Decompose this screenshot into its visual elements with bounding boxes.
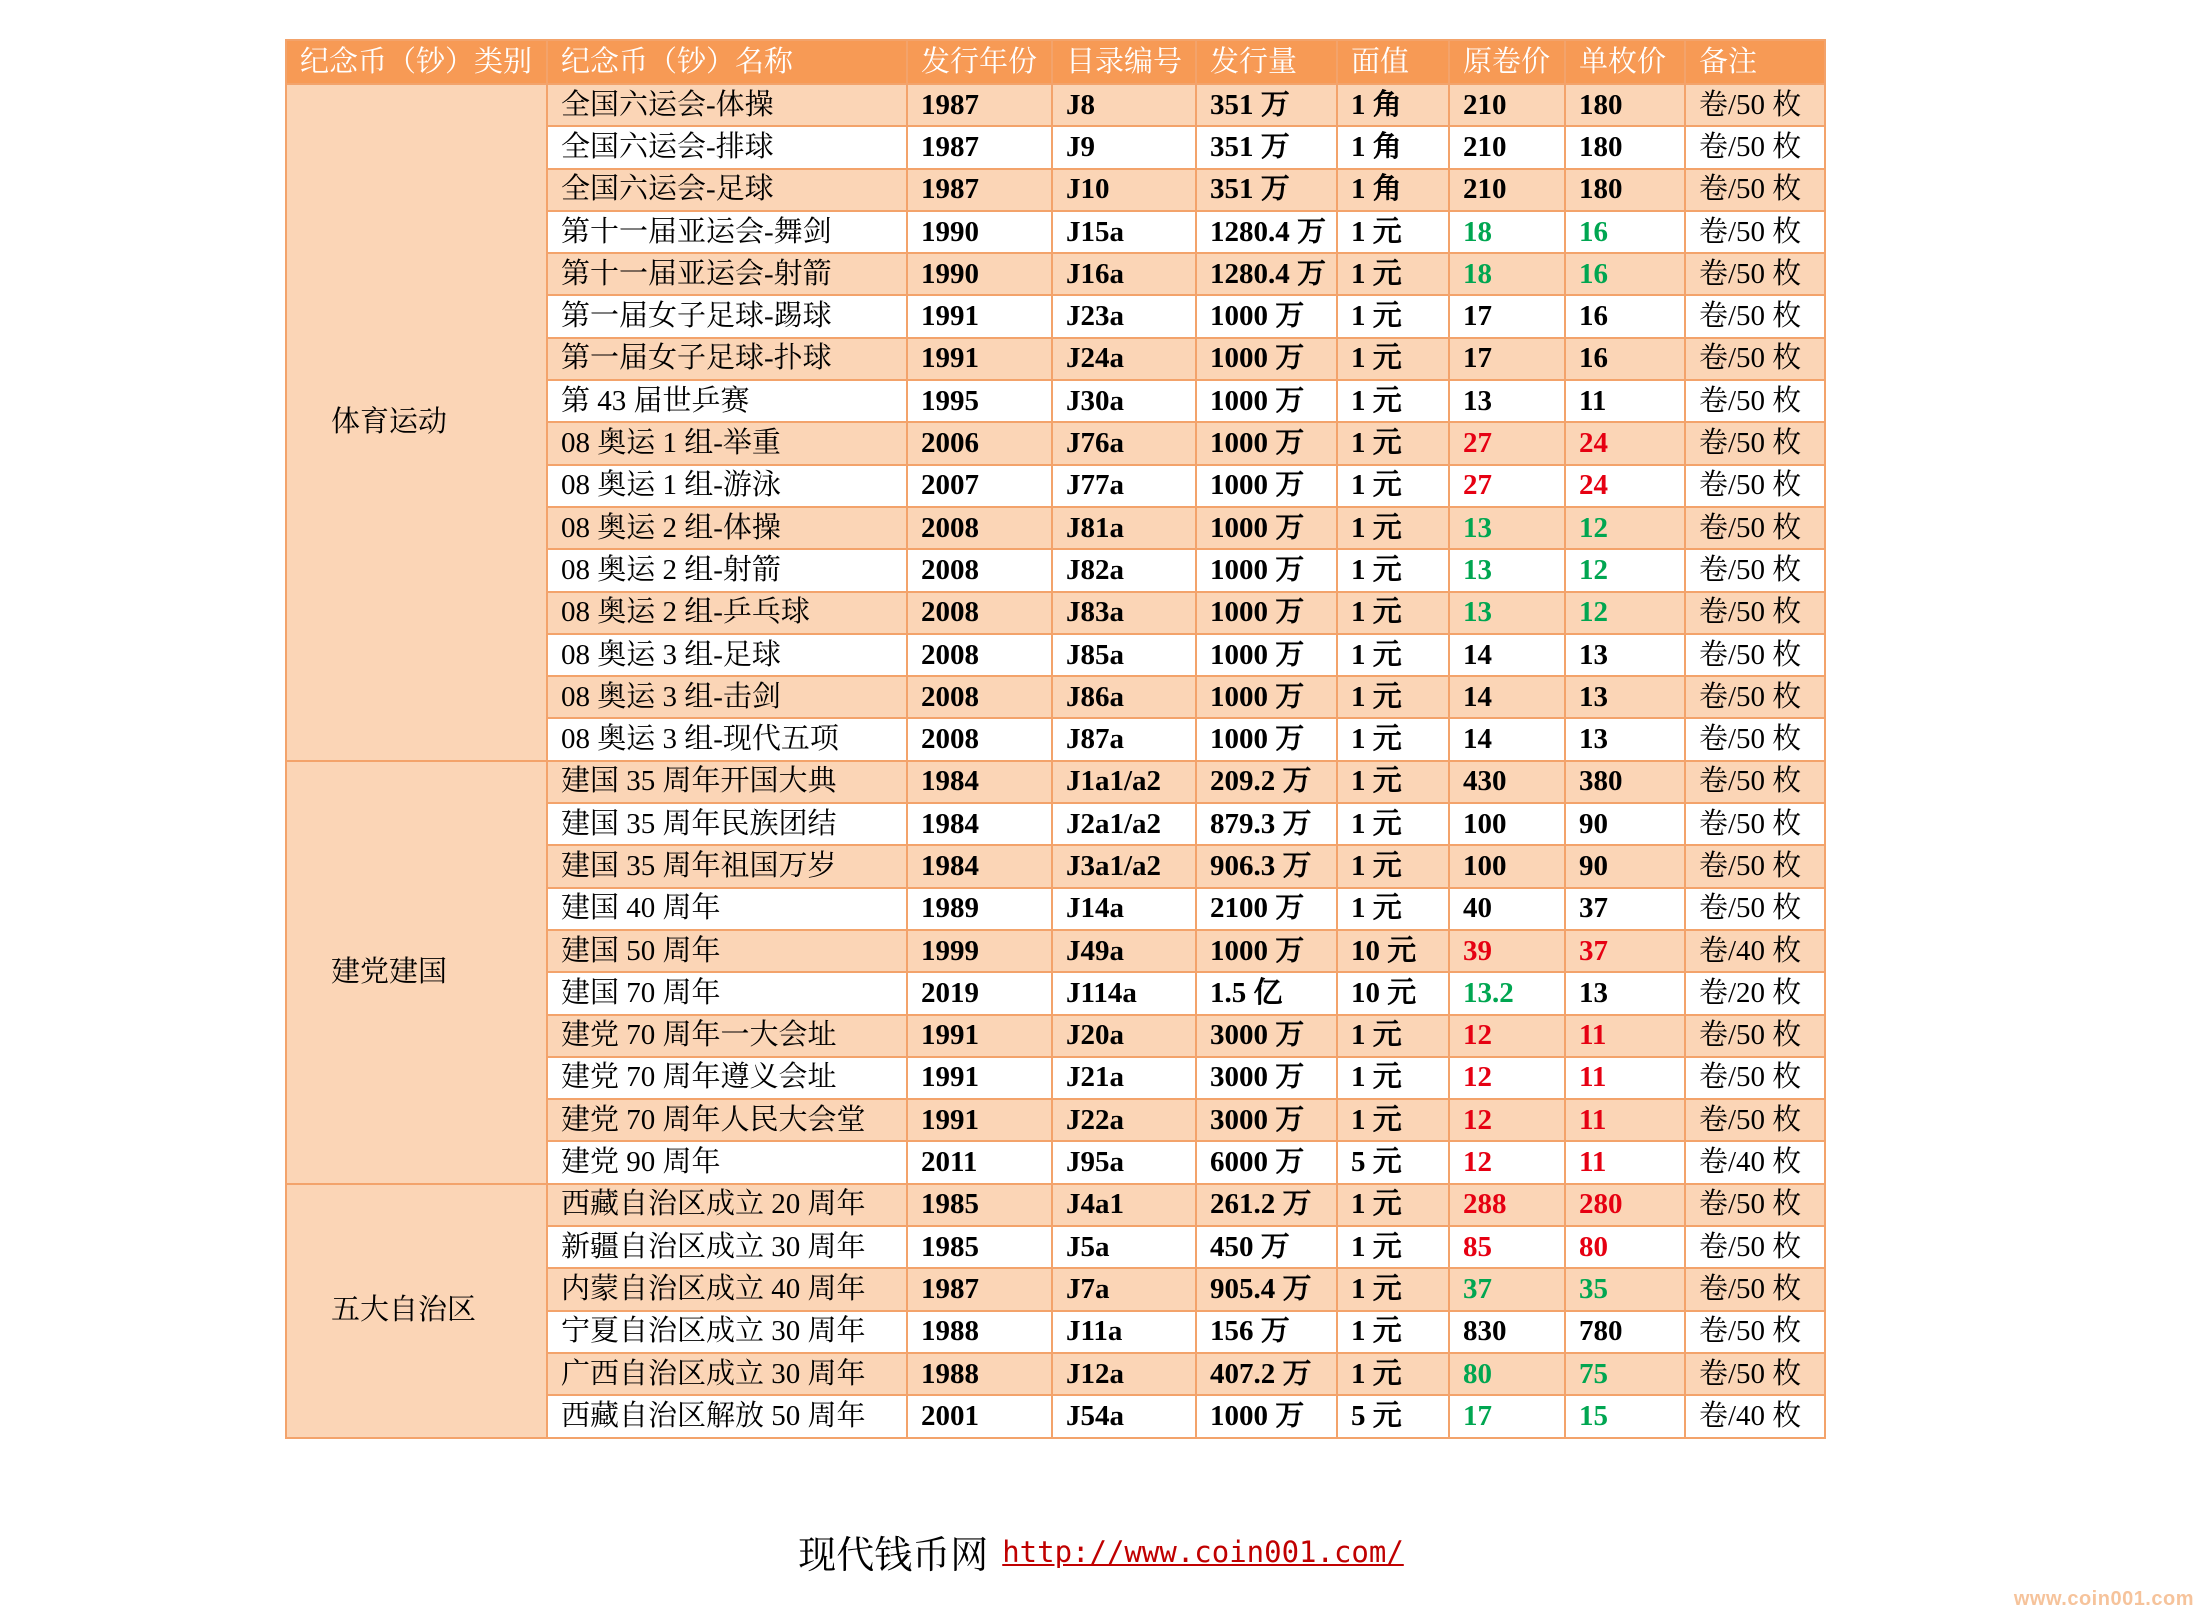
- coin-name-cell: 建党 90 周年: [547, 1141, 907, 1183]
- face-value-cell: 1 元: [1337, 1226, 1449, 1268]
- single-price-cell: 11: [1565, 1057, 1685, 1099]
- note-cell: 卷/50 枚: [1685, 1311, 1825, 1353]
- issue-year-cell: 1999: [907, 930, 1052, 972]
- catalog-code-cell: J54a: [1052, 1395, 1196, 1437]
- issue-year-cell: 1995: [907, 380, 1052, 422]
- face-value-cell: 1 元: [1337, 253, 1449, 295]
- coin-name-cell: 全国六运会-体操: [547, 84, 907, 126]
- issue-quantity-cell: 261.2 万: [1196, 1184, 1337, 1226]
- issue-year-cell: 1987: [907, 169, 1052, 211]
- roll-price-cell: 13: [1449, 507, 1565, 549]
- face-value-cell: 1 元: [1337, 803, 1449, 845]
- catalog-code-cell: J3a1/a2: [1052, 845, 1196, 887]
- roll-price-cell: 830: [1449, 1311, 1565, 1353]
- issue-quantity-cell: 1000 万: [1196, 422, 1337, 464]
- single-price-cell: 380: [1565, 761, 1685, 803]
- single-price-cell: 180: [1565, 126, 1685, 168]
- issue-year-cell: 1985: [907, 1226, 1052, 1268]
- catalog-code-cell: J82a: [1052, 549, 1196, 591]
- note-cell: 卷/50 枚: [1685, 84, 1825, 126]
- single-price-cell: 780: [1565, 1311, 1685, 1353]
- face-value-cell: 1 元: [1337, 1057, 1449, 1099]
- note-cell: 卷/50 枚: [1685, 465, 1825, 507]
- issue-quantity-cell: 1000 万: [1196, 930, 1337, 972]
- face-value-cell: 1 元: [1337, 1353, 1449, 1395]
- roll-price-cell: 14: [1449, 718, 1565, 760]
- face-value-cell: 1 元: [1337, 1311, 1449, 1353]
- coin-name-cell: 内蒙自治区成立 40 周年: [547, 1268, 907, 1310]
- catalog-code-cell: J5a: [1052, 1226, 1196, 1268]
- footer: [0, 1524, 2202, 1579]
- single-price-cell: 280: [1565, 1184, 1685, 1226]
- issue-year-cell: 2001: [907, 1395, 1052, 1437]
- single-price-cell: 80: [1565, 1226, 1685, 1268]
- note-cell: 卷/50 枚: [1685, 380, 1825, 422]
- roll-price-cell: 40: [1449, 888, 1565, 930]
- face-value-cell: 1 元: [1337, 380, 1449, 422]
- coin-name-cell: 宁夏自治区成立 30 周年: [547, 1311, 907, 1353]
- face-value-cell: 5 元: [1337, 1395, 1449, 1437]
- issue-quantity-cell: 3000 万: [1196, 1057, 1337, 1099]
- note-cell: 卷/50 枚: [1685, 1099, 1825, 1141]
- issue-quantity-cell: 450 万: [1196, 1226, 1337, 1268]
- face-value-cell: 1 元: [1337, 1268, 1449, 1310]
- single-price-cell: 24: [1565, 465, 1685, 507]
- issue-year-cell: 1984: [907, 761, 1052, 803]
- issue-quantity-cell: 1000 万: [1196, 718, 1337, 760]
- issue-quantity-cell: 1000 万: [1196, 338, 1337, 380]
- roll-price-cell: 12: [1449, 1015, 1565, 1057]
- single-price-cell: 11: [1565, 380, 1685, 422]
- face-value-cell: 1 元: [1337, 295, 1449, 337]
- header-roll-price: 原卷价: [1449, 40, 1565, 84]
- header-face-value: 面值: [1337, 40, 1449, 84]
- issue-quantity-cell: 1000 万: [1196, 592, 1337, 634]
- header-row: [286, 40, 1825, 84]
- issue-year-cell: 2008: [907, 507, 1052, 549]
- roll-price-cell: 210: [1449, 84, 1565, 126]
- issue-year-cell: 2008: [907, 634, 1052, 676]
- note-cell: 卷/50 枚: [1685, 1057, 1825, 1099]
- catalog-code-cell: J20a: [1052, 1015, 1196, 1057]
- coin-name-cell: 第十一届亚运会-舞剑: [547, 211, 907, 253]
- issue-quantity-cell: 1000 万: [1196, 676, 1337, 718]
- issue-quantity-cell: 3000 万: [1196, 1015, 1337, 1057]
- issue-quantity-cell: 1280.4 万: [1196, 211, 1337, 253]
- coin-name-cell: 建国 70 周年: [547, 972, 907, 1014]
- single-price-cell: 11: [1565, 1099, 1685, 1141]
- roll-price-cell: 12: [1449, 1141, 1565, 1183]
- issue-quantity-cell: 1000 万: [1196, 1395, 1337, 1437]
- catalog-code-cell: J77a: [1052, 465, 1196, 507]
- coin-name-cell: 建党 70 周年一大会址: [547, 1015, 907, 1057]
- coin-name-cell: 第 43 届世乒赛: [547, 380, 907, 422]
- issue-quantity-cell: 6000 万: [1196, 1141, 1337, 1183]
- note-cell: 卷/50 枚: [1685, 888, 1825, 930]
- face-value-cell: 5 元: [1337, 1141, 1449, 1183]
- header-name: 纪念币（钞）名称: [547, 40, 907, 84]
- issue-year-cell: 2008: [907, 592, 1052, 634]
- header-catalog-code: 目录编号: [1052, 40, 1196, 84]
- roll-price-cell: 12: [1449, 1099, 1565, 1141]
- single-price-cell: 16: [1565, 295, 1685, 337]
- coin-name-cell: 08 奥运 1 组-游泳: [547, 465, 907, 507]
- note-cell: 卷/50 枚: [1685, 211, 1825, 253]
- note-cell: 卷/50 枚: [1685, 1184, 1825, 1226]
- roll-price-cell: 27: [1449, 465, 1565, 507]
- coin-name-cell: 建国 50 周年: [547, 930, 907, 972]
- face-value-cell: 1 元: [1337, 507, 1449, 549]
- issue-quantity-cell: 2100 万: [1196, 888, 1337, 930]
- header-quantity: 发行量: [1196, 40, 1337, 84]
- catalog-code-cell: J23a: [1052, 295, 1196, 337]
- issue-year-cell: 2007: [907, 465, 1052, 507]
- catalog-code-cell: J30a: [1052, 380, 1196, 422]
- single-price-cell: 13: [1565, 634, 1685, 676]
- roll-price-cell: 18: [1449, 211, 1565, 253]
- note-cell: 卷/50 枚: [1685, 761, 1825, 803]
- roll-price-cell: 288: [1449, 1184, 1565, 1226]
- coin-name-cell: 08 奥运 2 组-体操: [547, 507, 907, 549]
- catalog-code-cell: J1a1/a2: [1052, 761, 1196, 803]
- face-value-cell: 10 元: [1337, 972, 1449, 1014]
- note-cell: 卷/50 枚: [1685, 549, 1825, 591]
- coin-name-cell: 建党 70 周年人民大会堂: [547, 1099, 907, 1141]
- issue-year-cell: 1991: [907, 1057, 1052, 1099]
- coin-name-cell: 08 奥运 3 组-现代五项: [547, 718, 907, 760]
- note-cell: 卷/40 枚: [1685, 1395, 1825, 1437]
- face-value-cell: 1 角: [1337, 84, 1449, 126]
- single-price-cell: 180: [1565, 84, 1685, 126]
- catalog-code-cell: J85a: [1052, 634, 1196, 676]
- single-price-cell: 15: [1565, 1395, 1685, 1437]
- table-body: [286, 84, 1825, 1438]
- single-price-cell: 35: [1565, 1268, 1685, 1310]
- issue-year-cell: 1988: [907, 1353, 1052, 1395]
- roll-price-cell: 17: [1449, 295, 1565, 337]
- category-cell: 五大自治区: [286, 1184, 547, 1438]
- coin-name-cell: 建国 40 周年: [547, 888, 907, 930]
- roll-price-cell: 210: [1449, 169, 1565, 211]
- roll-price-cell: 14: [1449, 634, 1565, 676]
- single-price-cell: 11: [1565, 1015, 1685, 1057]
- coin-name-cell: 第一届女子足球-扑球: [547, 338, 907, 380]
- single-price-cell: 16: [1565, 253, 1685, 295]
- issue-year-cell: 1991: [907, 1015, 1052, 1057]
- note-cell: 卷/50 枚: [1685, 1353, 1825, 1395]
- face-value-cell: 1 元: [1337, 1015, 1449, 1057]
- issue-year-cell: 1985: [907, 1184, 1052, 1226]
- single-price-cell: 12: [1565, 592, 1685, 634]
- note-cell: 卷/50 枚: [1685, 1015, 1825, 1057]
- catalog-code-cell: J86a: [1052, 676, 1196, 718]
- single-price-cell: 16: [1565, 211, 1685, 253]
- single-price-cell: 37: [1565, 888, 1685, 930]
- face-value-cell: 1 元: [1337, 634, 1449, 676]
- catalog-code-cell: J49a: [1052, 930, 1196, 972]
- roll-price-cell: 13: [1449, 592, 1565, 634]
- issue-quantity-cell: 156 万: [1196, 1311, 1337, 1353]
- header-note: 备注: [1685, 40, 1825, 84]
- roll-price-cell: 13: [1449, 380, 1565, 422]
- catalog-code-cell: J87a: [1052, 718, 1196, 760]
- issue-quantity-cell: 1000 万: [1196, 380, 1337, 422]
- face-value-cell: 1 角: [1337, 169, 1449, 211]
- note-cell: 卷/50 枚: [1685, 718, 1825, 760]
- coin-name-cell: 第一届女子足球-踢球: [547, 295, 907, 337]
- issue-year-cell: 1987: [907, 126, 1052, 168]
- face-value-cell: 1 元: [1337, 845, 1449, 887]
- issue-year-cell: 1984: [907, 845, 1052, 887]
- header-year: 发行年份: [907, 40, 1052, 84]
- single-price-cell: 12: [1565, 507, 1685, 549]
- issue-year-cell: 1991: [907, 338, 1052, 380]
- coin-name-cell: 第十一届亚运会-射箭: [547, 253, 907, 295]
- catalog-code-cell: J76a: [1052, 422, 1196, 464]
- category-cell: 建党建国: [286, 761, 547, 1184]
- roll-price-cell: 12: [1449, 1057, 1565, 1099]
- catalog-code-cell: J11a: [1052, 1311, 1196, 1353]
- note-cell: 卷/50 枚: [1685, 295, 1825, 337]
- coin-name-cell: 建国 35 周年祖国万岁: [547, 845, 907, 887]
- issue-year-cell: 1988: [907, 1311, 1052, 1353]
- issue-year-cell: 1989: [907, 888, 1052, 930]
- roll-price-cell: 13.2: [1449, 972, 1565, 1014]
- issue-quantity-cell: 906.3 万: [1196, 845, 1337, 887]
- coin-name-cell: 西藏自治区解放 50 周年: [547, 1395, 907, 1437]
- roll-price-cell: 39: [1449, 930, 1565, 972]
- face-value-cell: 1 元: [1337, 465, 1449, 507]
- coin-name-cell: 建党 70 周年遵义会址: [547, 1057, 907, 1099]
- note-cell: 卷/50 枚: [1685, 169, 1825, 211]
- catalog-code-cell: J81a: [1052, 507, 1196, 549]
- note-cell: 卷/50 枚: [1685, 676, 1825, 718]
- issue-year-cell: 1991: [907, 295, 1052, 337]
- note-cell: 卷/50 枚: [1685, 126, 1825, 168]
- face-value-cell: 1 元: [1337, 1184, 1449, 1226]
- issue-quantity-cell: 1000 万: [1196, 507, 1337, 549]
- issue-quantity-cell: 905.4 万: [1196, 1268, 1337, 1310]
- coin-name-cell: 新疆自治区成立 30 周年: [547, 1226, 907, 1268]
- catalog-code-cell: J24a: [1052, 338, 1196, 380]
- catalog-code-cell: J95a: [1052, 1141, 1196, 1183]
- roll-price-cell: 18: [1449, 253, 1565, 295]
- coin-name-cell: 08 奥运 2 组-乒乓球: [547, 592, 907, 634]
- single-price-cell: 90: [1565, 803, 1685, 845]
- roll-price-cell: 100: [1449, 845, 1565, 887]
- header-single-price: 单枚价: [1565, 40, 1685, 84]
- issue-year-cell: 1990: [907, 211, 1052, 253]
- face-value-cell: 1 元: [1337, 761, 1449, 803]
- issue-quantity-cell: 1.5 亿: [1196, 972, 1337, 1014]
- note-cell: 卷/50 枚: [1685, 845, 1825, 887]
- face-value-cell: 1 元: [1337, 211, 1449, 253]
- single-price-cell: 16: [1565, 338, 1685, 380]
- issue-year-cell: 1987: [907, 1268, 1052, 1310]
- roll-price-cell: 27: [1449, 422, 1565, 464]
- note-cell: 卷/50 枚: [1685, 422, 1825, 464]
- roll-price-cell: 14: [1449, 676, 1565, 718]
- note-cell: 卷/50 枚: [1685, 253, 1825, 295]
- catalog-code-cell: J10: [1052, 169, 1196, 211]
- category-cell: 体育运动: [286, 84, 547, 761]
- note-cell: 卷/50 枚: [1685, 803, 1825, 845]
- issue-year-cell: 1987: [907, 84, 1052, 126]
- issue-year-cell: 2008: [907, 718, 1052, 760]
- catalog-code-cell: J8: [1052, 84, 1196, 126]
- issue-quantity-cell: 879.3 万: [1196, 803, 1337, 845]
- coin-name-cell: 08 奥运 2 组-射箭: [547, 549, 907, 591]
- note-cell: 卷/20 枚: [1685, 972, 1825, 1014]
- issue-year-cell: 1984: [907, 803, 1052, 845]
- catalog-code-cell: J16a: [1052, 253, 1196, 295]
- issue-year-cell: 2011: [907, 1141, 1052, 1183]
- issue-quantity-cell: 1000 万: [1196, 465, 1337, 507]
- catalog-code-cell: J12a: [1052, 1353, 1196, 1395]
- roll-price-cell: 37: [1449, 1268, 1565, 1310]
- face-value-cell: 1 元: [1337, 549, 1449, 591]
- coin-name-cell: 全国六运会-排球: [547, 126, 907, 168]
- roll-price-cell: 85: [1449, 1226, 1565, 1268]
- catalog-code-cell: J4a1: [1052, 1184, 1196, 1226]
- issue-year-cell: 2006: [907, 422, 1052, 464]
- coin-name-cell: 西藏自治区成立 20 周年: [547, 1184, 907, 1226]
- catalog-code-cell: J9: [1052, 126, 1196, 168]
- note-cell: 卷/50 枚: [1685, 1226, 1825, 1268]
- face-value-cell: 1 元: [1337, 676, 1449, 718]
- table-row: [286, 1184, 1825, 1226]
- face-value-cell: 10 元: [1337, 930, 1449, 972]
- face-value-cell: 1 元: [1337, 718, 1449, 760]
- note-cell: 卷/40 枚: [1685, 930, 1825, 972]
- catalog-code-cell: J21a: [1052, 1057, 1196, 1099]
- table-row: [286, 761, 1825, 803]
- catalog-code-cell: J2a1/a2: [1052, 803, 1196, 845]
- single-price-cell: 24: [1565, 422, 1685, 464]
- single-price-cell: 12: [1565, 549, 1685, 591]
- single-price-cell: 180: [1565, 169, 1685, 211]
- catalog-code-cell: J83a: [1052, 592, 1196, 634]
- coin-name-cell: 08 奥运 3 组-击剑: [547, 676, 907, 718]
- issue-year-cell: 2019: [907, 972, 1052, 1014]
- issue-year-cell: 2008: [907, 676, 1052, 718]
- single-price-cell: 11: [1565, 1141, 1685, 1183]
- coin-name-cell: 广西自治区成立 30 周年: [547, 1353, 907, 1395]
- single-price-cell: 75: [1565, 1353, 1685, 1395]
- catalog-code-cell: J15a: [1052, 211, 1196, 253]
- note-cell: 卷/50 枚: [1685, 1268, 1825, 1310]
- note-cell: 卷/50 枚: [1685, 634, 1825, 676]
- roll-price-cell: 430: [1449, 761, 1565, 803]
- coin-price-table: [285, 39, 1826, 1439]
- note-cell: 卷/50 枚: [1685, 338, 1825, 380]
- footer-site-name: 现代钱币网: [798, 1533, 989, 1577]
- face-value-cell: 1 元: [1337, 1099, 1449, 1141]
- issue-quantity-cell: 351 万: [1196, 169, 1337, 211]
- roll-price-cell: 100: [1449, 803, 1565, 845]
- issue-quantity-cell: 3000 万: [1196, 1099, 1337, 1141]
- issue-year-cell: 1991: [907, 1099, 1052, 1141]
- issue-quantity-cell: 407.2 万: [1196, 1353, 1337, 1395]
- roll-price-cell: 17: [1449, 338, 1565, 380]
- single-price-cell: 13: [1565, 972, 1685, 1014]
- catalog-code-cell: J14a: [1052, 888, 1196, 930]
- watermark-logo: www.coin001.com: [2013, 1588, 2194, 1610]
- face-value-cell: 1 元: [1337, 592, 1449, 634]
- issue-quantity-cell: 351 万: [1196, 126, 1337, 168]
- note-cell: 卷/50 枚: [1685, 507, 1825, 549]
- single-price-cell: 90: [1565, 845, 1685, 887]
- catalog-code-cell: J7a: [1052, 1268, 1196, 1310]
- note-cell: 卷/40 枚: [1685, 1141, 1825, 1183]
- table-row: [286, 84, 1825, 126]
- single-price-cell: 37: [1565, 930, 1685, 972]
- issue-quantity-cell: 1000 万: [1196, 295, 1337, 337]
- face-value-cell: 1 元: [1337, 422, 1449, 464]
- coin-name-cell: 08 奥运 1 组-举重: [547, 422, 907, 464]
- table-header: [286, 40, 1825, 84]
- face-value-cell: 1 元: [1337, 338, 1449, 380]
- header-category: 纪念币（钞）类别: [286, 40, 547, 84]
- issue-quantity-cell: 351 万: [1196, 84, 1337, 126]
- issue-year-cell: 1990: [907, 253, 1052, 295]
- issue-quantity-cell: 1280.4 万: [1196, 253, 1337, 295]
- face-value-cell: 1 元: [1337, 888, 1449, 930]
- coin-name-cell: 08 奥运 3 组-足球: [547, 634, 907, 676]
- issue-year-cell: 2008: [907, 549, 1052, 591]
- roll-price-cell: 210: [1449, 126, 1565, 168]
- roll-price-cell: 80: [1449, 1353, 1565, 1395]
- issue-quantity-cell: 1000 万: [1196, 634, 1337, 676]
- roll-price-cell: 17: [1449, 1395, 1565, 1437]
- coin-name-cell: 建国 35 周年开国大典: [547, 761, 907, 803]
- issue-quantity-cell: 1000 万: [1196, 549, 1337, 591]
- note-cell: 卷/50 枚: [1685, 592, 1825, 634]
- coin-name-cell: 全国六运会-足球: [547, 169, 907, 211]
- footer-url-link[interactable]: http://www.coin001.com/: [1002, 1534, 1404, 1569]
- single-price-cell: 13: [1565, 718, 1685, 760]
- roll-price-cell: 13: [1449, 549, 1565, 591]
- catalog-code-cell: J22a: [1052, 1099, 1196, 1141]
- catalog-code-cell: J114a: [1052, 972, 1196, 1014]
- coin-name-cell: 建国 35 周年民族团结: [547, 803, 907, 845]
- face-value-cell: 1 角: [1337, 126, 1449, 168]
- issue-quantity-cell: 209.2 万: [1196, 761, 1337, 803]
- single-price-cell: 13: [1565, 676, 1685, 718]
